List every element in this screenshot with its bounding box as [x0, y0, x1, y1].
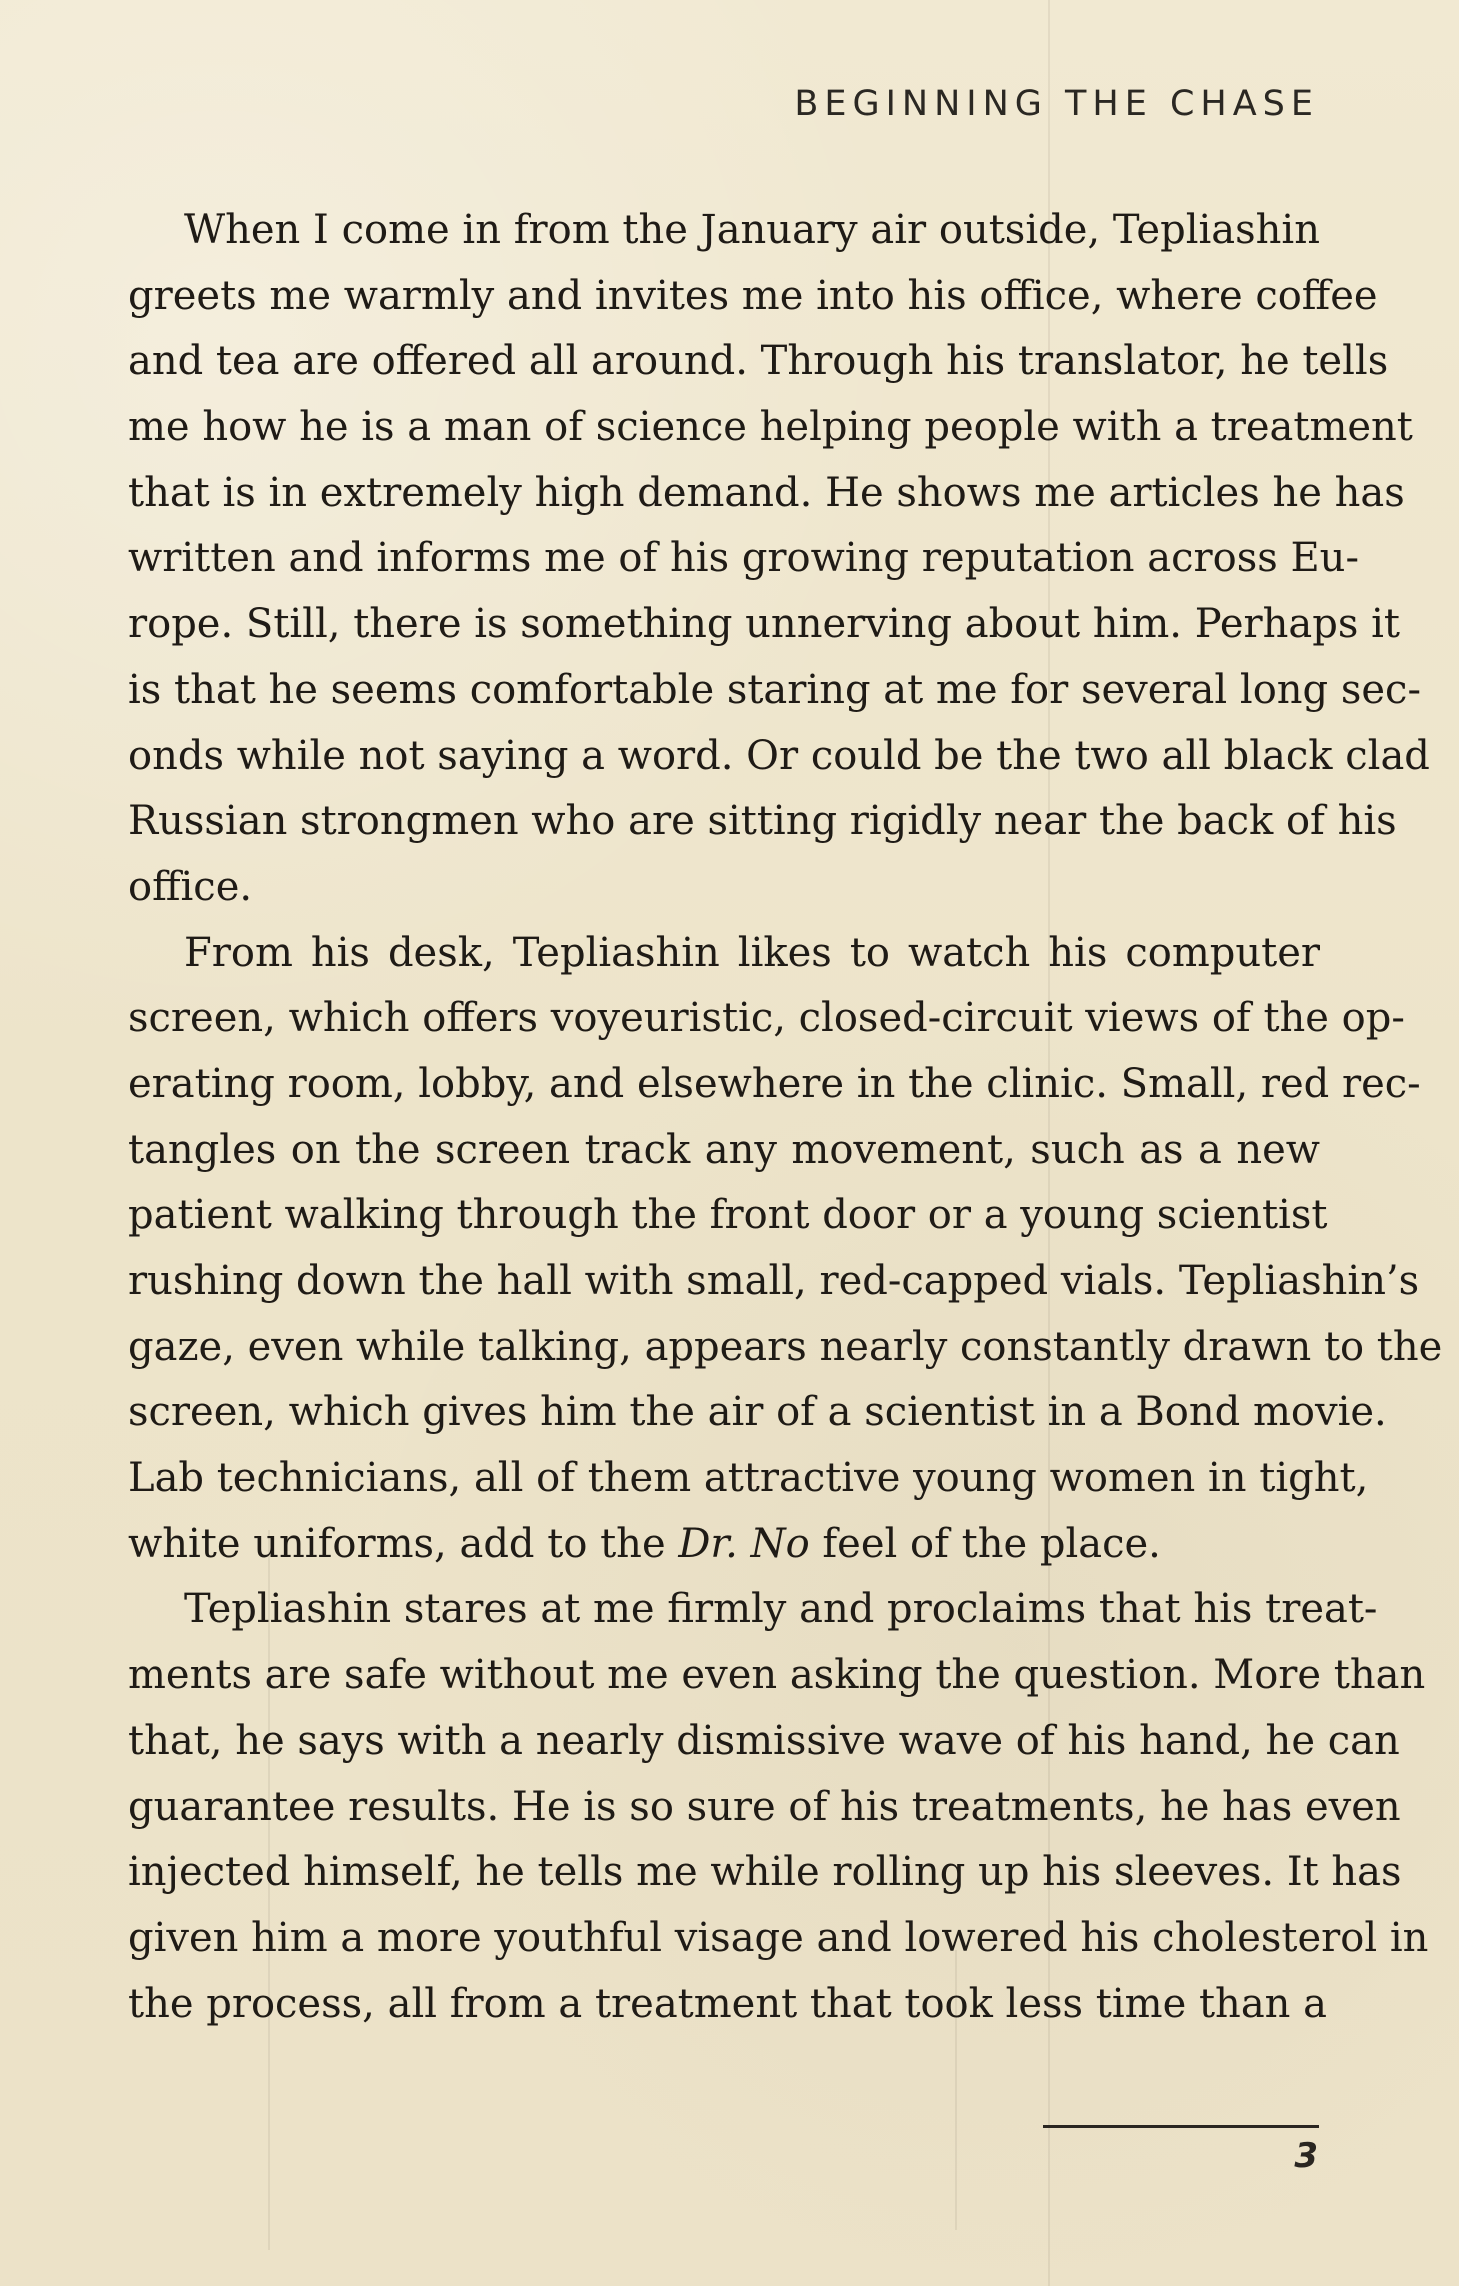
running-header: BEGINNING THE CHASE — [794, 84, 1319, 124]
text-line: screen, which offers voyeuristic, closed-circuit views of the op- — [128, 995, 1405, 1042]
text-line: From his desk, Tepliashin likes to watch his computer — [184, 929, 1320, 976]
text-line: given him a more youthful visage and lowered his cholesterol in — [128, 1914, 1429, 1961]
text-line: When I come in from the January air outside, Tepliashin — [184, 207, 1320, 253]
text-line: rope. Still, there is something unnerving about him. Perhaps it — [128, 601, 1400, 648]
text-line: ments are safe without me even asking the question. More than — [128, 1652, 1426, 1699]
text-line: Lab technicians, all of them attractive young women in tight, — [128, 1455, 1369, 1502]
text-line: onds while not saying a word. Or could be the two all black clad — [128, 732, 1430, 779]
text-line: injected himself, he tells me while rolling up his sleeves. It has — [128, 1849, 1402, 1896]
text-line: patient walking through the front door or a young scientist — [128, 1192, 1328, 1239]
text-line: screen, which gives him the air of a scientist in a Bond movie. — [128, 1389, 1387, 1436]
text-line: me how he is a man of science helping people with a treatment — [128, 404, 1413, 451]
text-line: guarantee results. He is so sure of his treatments, he has even — [128, 1783, 1401, 1830]
text-line: rushing down the hall with small, red-capped vials. Tepliashin’s — [128, 1258, 1420, 1304]
body-text — [128, 198, 1443, 2037]
text-line: written and informs me of his growing reputation across Eu- — [128, 535, 1359, 582]
text-line: and tea are offered all around. Through his translator, he tells — [128, 338, 1389, 385]
text-line-with-italic — [128, 1512, 1320, 1578]
text-line: Russian strongmen who are sitting rigidly near the back of his — [128, 798, 1397, 845]
text-line: erating room, lobby, and elsewhere in the clinic. Small, red rec- — [128, 1060, 1421, 1107]
page-number: 3 — [1294, 2136, 1318, 2176]
text-line: Tepliashin stares at me firmly and proclaims that his treat- — [184, 1586, 1378, 1633]
text-line: office. — [128, 863, 253, 910]
text-line: is that he seems comfortable staring at me for several long sec- — [128, 666, 1421, 713]
text-line: gaze, even while talking, appears nearly constantly drawn to the — [128, 1323, 1443, 1370]
text-segment: white uniforms, add to the — [128, 1520, 679, 1567]
text-segment: feel of the place. — [809, 1520, 1161, 1567]
text-line: that, he says with a nearly dismissive wave of his hand, he can — [128, 1717, 1400, 1764]
text-line: tangles on the screen track any movement, such as a new — [128, 1126, 1320, 1173]
italic-title: Dr. No — [678, 1520, 810, 1567]
text-line: that is in extremely high demand. He shows me articles he has — [128, 469, 1405, 516]
text-line: greets me warmly and invites me into his office, where coffee — [128, 272, 1378, 319]
footer-rule — [1043, 2125, 1319, 2128]
text-line: the process, all from a treatment that took less time than a — [128, 1980, 1327, 2027]
